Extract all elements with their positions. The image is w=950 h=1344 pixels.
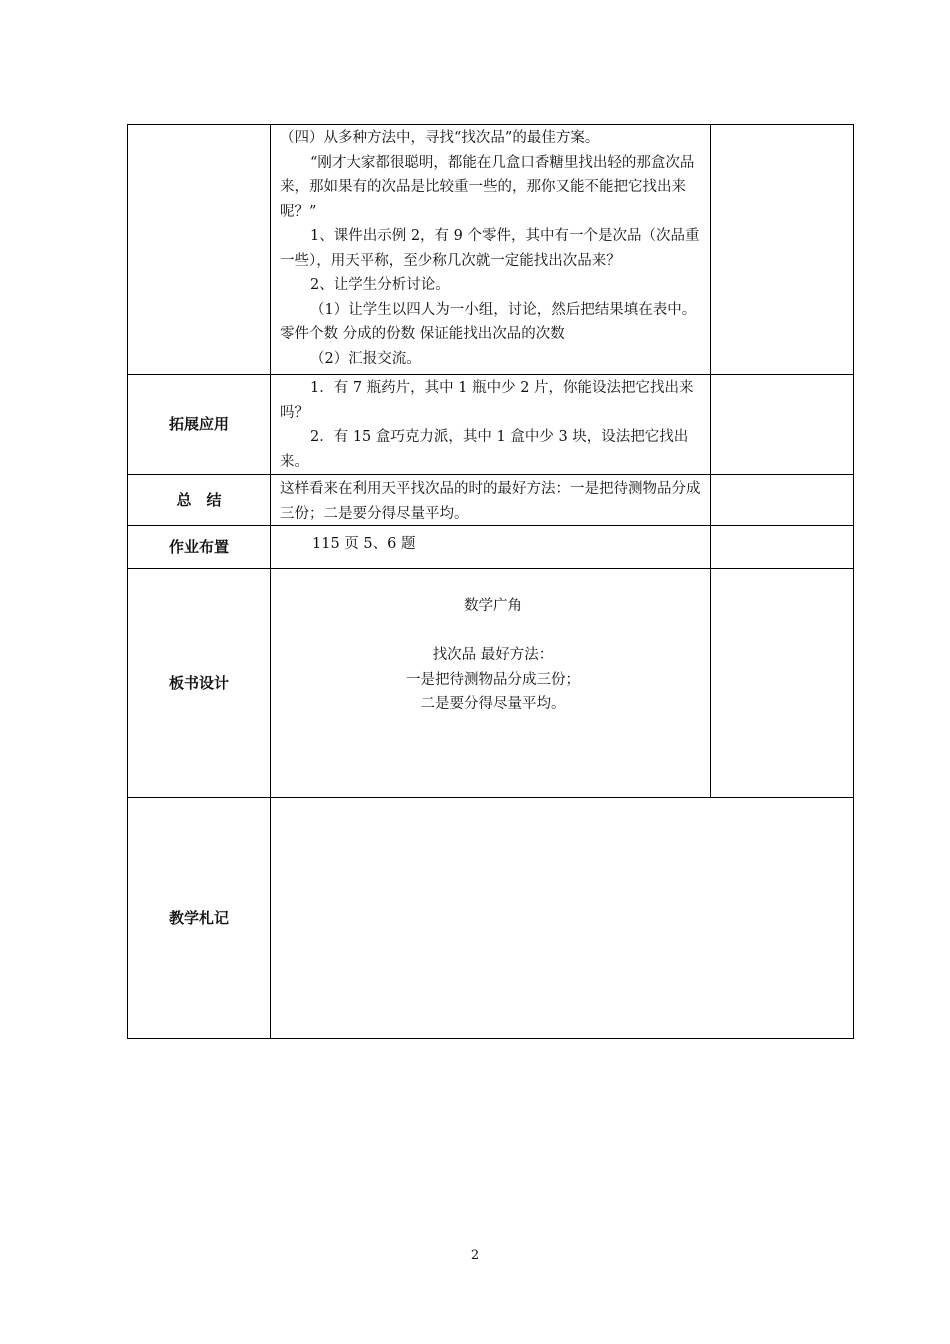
- extension-label: 拓展应用: [168, 415, 229, 434]
- process-paragraph-question: “刚才大家都很聪明，都能在几盒口香糖里找出轻的那盒次品来，那如果有的次品是比较重一些的，那你又能不能把它找出来呢？”: [280, 154, 695, 220]
- board-spacer: [280, 619, 706, 644]
- board-title: 数学广角: [464, 598, 522, 614]
- process-content-cell: [280, 126, 706, 371]
- extension-question-1: 1．有 7 瓶药片，其中 1 瓶中少 2 片，你能设法把它找出来吗？: [280, 380, 694, 421]
- process-paragraph-example: 1、课件出示例 2，有 9 个零件，其中有一个是次品（次品重一些），用天平称，至少称几次就一定能找出次品来？: [280, 228, 700, 269]
- process-paragraph-report: （2）汇报交流。: [310, 350, 421, 367]
- extension-question-2: 2．有 15 盒巧克力派，其中 1 盒中少 3 块，设法把它找出来。: [280, 429, 689, 470]
- extension-content-cell: [280, 376, 706, 474]
- board-line-3: 二是要分得尽量平均。: [420, 696, 566, 712]
- process-heading: （四）从多种方法中，寻找“找次品”的最佳方案。: [280, 130, 600, 146]
- process-paragraph-discuss: 2、让学生分析讨论。: [310, 277, 450, 293]
- summary-content: 这样看来在利用天平找次品的时的最好方法：一是把待测物品分成三份；二是要分得尽量平均。: [280, 481, 701, 522]
- process-paragraph-group: （1）让学生以四人为一小组，讨论，然后把结果填在表中。 零件个数 分成的份数 保证能找出次品的次数: [280, 301, 697, 342]
- board-line-2: 一是把待测物品分成三份；: [406, 671, 580, 688]
- page-number: 2: [470, 1248, 480, 1263]
- homework-label: 作业布置: [168, 537, 229, 556]
- board-line-1: 找次品 最好方法：: [432, 647, 554, 663]
- board-label: 板书设计: [168, 673, 229, 692]
- board-content-cell: [280, 594, 706, 717]
- homework-content: 115 页 5、6 题: [312, 536, 416, 552]
- notes-label: 教学札记: [168, 908, 229, 927]
- summary-label: 总 结: [176, 490, 222, 509]
